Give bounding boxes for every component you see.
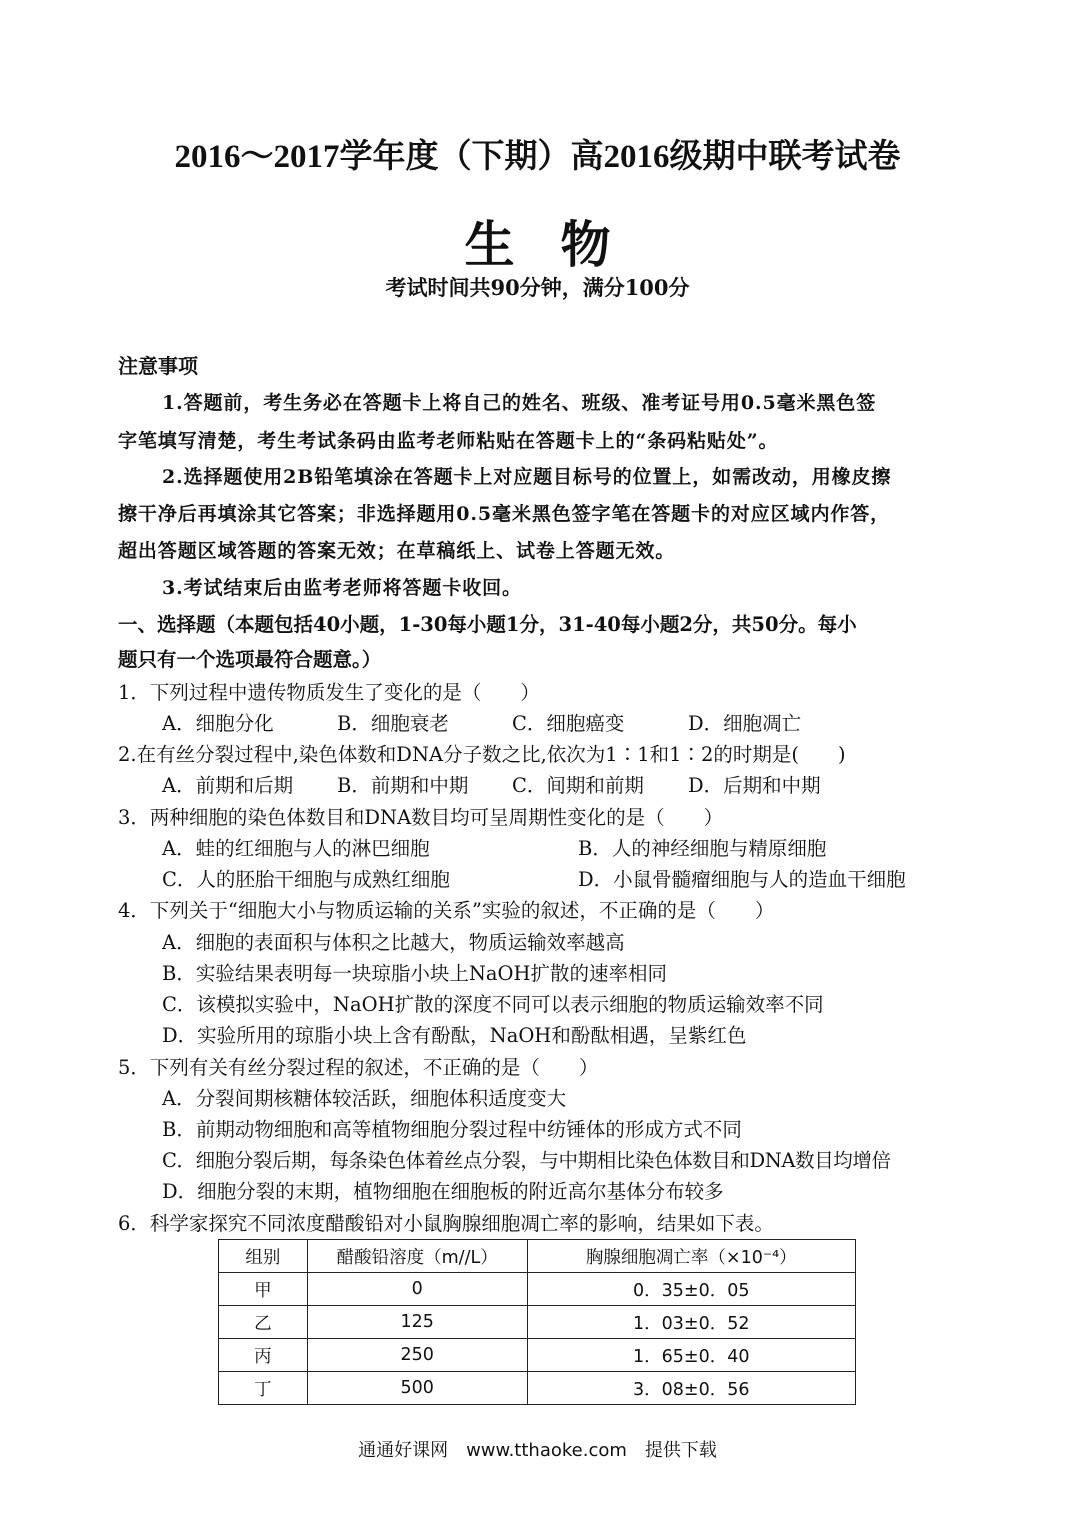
q3-option-d: D．小鼠骨髓瘤细胞与人的造血干细胞 [578, 868, 906, 891]
q4-option-d: D．实验所用的琼脂小块上含有酚酞，NaOH和酚酞相遇，呈紫红色 [162, 1024, 747, 1047]
question-3: 3．两种细胞的染色体数目和DNA数目均可呈周期性变化的是（ ） [118, 806, 724, 829]
notice-line-2: 字笔填写清楚，考生考试条码由监考老师粘贴在答题卡上的“条码粘贴处”。 [118, 430, 779, 452]
notice-line-3: 2.选择题使用2B铅笔填涂在答题卡上对应题目标号的位置上，如需改动，用橡皮擦 [162, 466, 892, 488]
notice-line-6: 3.考试结束后由监考老师将答题卡收回。 [162, 577, 522, 599]
q4-option-b: B．实验结果表明每一块琼脂小块上NaOH扩散的速率相同 [162, 962, 668, 985]
q2-option-c: C．间期和前期 [512, 774, 644, 797]
notice-line-5: 超出答题区域答题的答案无效；在草稿纸上、试卷上答题无效。 [118, 540, 676, 562]
table-row [219, 1372, 856, 1405]
exam-time-info: 考试时间共90分钟，满分100分 [385, 275, 690, 300]
q2-option-d: D．后期和中期 [688, 774, 821, 797]
table-cell: 乙 [219, 1306, 308, 1339]
q1-option-c: C．细胞癌变 [512, 712, 625, 735]
table-row [219, 1273, 856, 1306]
q2-option-a: A．前期和后期 [162, 774, 294, 797]
q3-option-a: A．蛙的红细胞与人的淋巴细胞 [162, 837, 430, 860]
q5-option-b: B．前期动物细胞和高等植物细胞分裂过程中纺锤体的形成方式不同 [162, 1118, 742, 1141]
section-heading-line-1: 一、选择题（本题包括40小题，1-30每小题1分，31-40每小题2分，共50分。每小 [118, 613, 857, 636]
question-6: 6．科学家探究不同浓度醋酸铅对小鼠胸腺细胞凋亡率的影响，结果如下表。 [118, 1212, 774, 1235]
table-row [219, 1306, 856, 1339]
q4-option-c: C．该模拟实验中，NaOH扩散的深度不同可以表示细胞的物质运输效率不同 [162, 993, 824, 1016]
notice-line-1: 1.答题前，考生务必在答题卡上将自己的姓名、班级、准考证号用0.5毫米黑色签 [162, 392, 877, 414]
table-header-cell: 组别 [219, 1240, 308, 1273]
table-cell: 3．08±0．56 [527, 1372, 855, 1405]
table-cell: 丙 [219, 1339, 308, 1372]
q3-option-c: C．人的胚胎干细胞与成熟红细胞 [162, 868, 450, 891]
notice-heading: 注意事项 [118, 354, 198, 378]
question-2: 2.在有丝分裂过程中,染色体数和DNA分子数之比,依次为1∶1和1∶2的时期是( ) [118, 743, 846, 766]
q5-option-d: D．细胞分裂的末期，植物细胞在细胞板的附近高尔基体分布较多 [162, 1180, 724, 1203]
table-header-row [219, 1240, 856, 1273]
q1-option-b: B．细胞衰老 [337, 712, 449, 735]
subject-char-1: 生 [464, 215, 515, 274]
q5-option-c: C．细胞分裂后期，每条染色体着丝点分裂，与中期相比染色体数目和DNA数目均增倍 [162, 1149, 891, 1172]
results-table [218, 1239, 856, 1405]
question-5: 5．下列有关有丝分裂过程的叙述，不正确的是（ ） [118, 1056, 599, 1079]
notice-line-4: 擦干净后再填涂其它答案；非选择题用0.5毫米黑色签字笔在答题卡的对应区域内作答， [118, 503, 891, 525]
table-cell: 丁 [219, 1372, 308, 1405]
table-row [219, 1339, 856, 1372]
section-heading-line-2: 题只有一个选项最符合题意。） [118, 648, 382, 671]
q3-option-b: B．人的神经细胞与精原细胞 [578, 837, 827, 860]
footer-source: 通通好课网 www.tthaoke.com 提供下载 [358, 1440, 717, 1461]
table-cell: 1．03±0．52 [527, 1306, 855, 1339]
table-cell: 125 [307, 1306, 527, 1339]
table-cell: 0 [307, 1273, 527, 1306]
q1-option-d: D．细胞凋亡 [688, 712, 802, 735]
table-cell: 500 [307, 1372, 527, 1405]
q2-option-b: B．前期和中期 [337, 774, 469, 797]
q4-option-a: A．细胞的表面积与体积之比越大，物质运输效率越高 [162, 931, 625, 954]
q1-option-a: A．细胞分化 [162, 712, 274, 735]
question-4: 4．下列关于“细胞大小与物质运输的关系”实验的叙述，不正确的是（ ） [118, 899, 775, 922]
table-cell: 甲 [219, 1273, 308, 1306]
q5-option-a: A．分裂间期核糖体较活跃，细胞体积适度变大 [162, 1087, 567, 1110]
question-1: 1．下列过程中遗传物质发生了变化的是（ ） [118, 681, 540, 704]
subject-char-2: 物 [560, 215, 611, 274]
subject-name [0, 205, 1075, 277]
exam-title: 2016～2017学年度（下期）高2016级期中联考试卷 [174, 139, 901, 175]
table-cell: 250 [307, 1339, 527, 1372]
table-header-cell: 醋酸铅溶度（m//L） [307, 1240, 527, 1273]
table-cell: 0．35±0．05 [527, 1273, 855, 1306]
table-header-cell: 胸腺细胞凋亡率（×10⁻⁴） [527, 1240, 855, 1273]
table-cell: 1．65±0．40 [527, 1339, 855, 1372]
